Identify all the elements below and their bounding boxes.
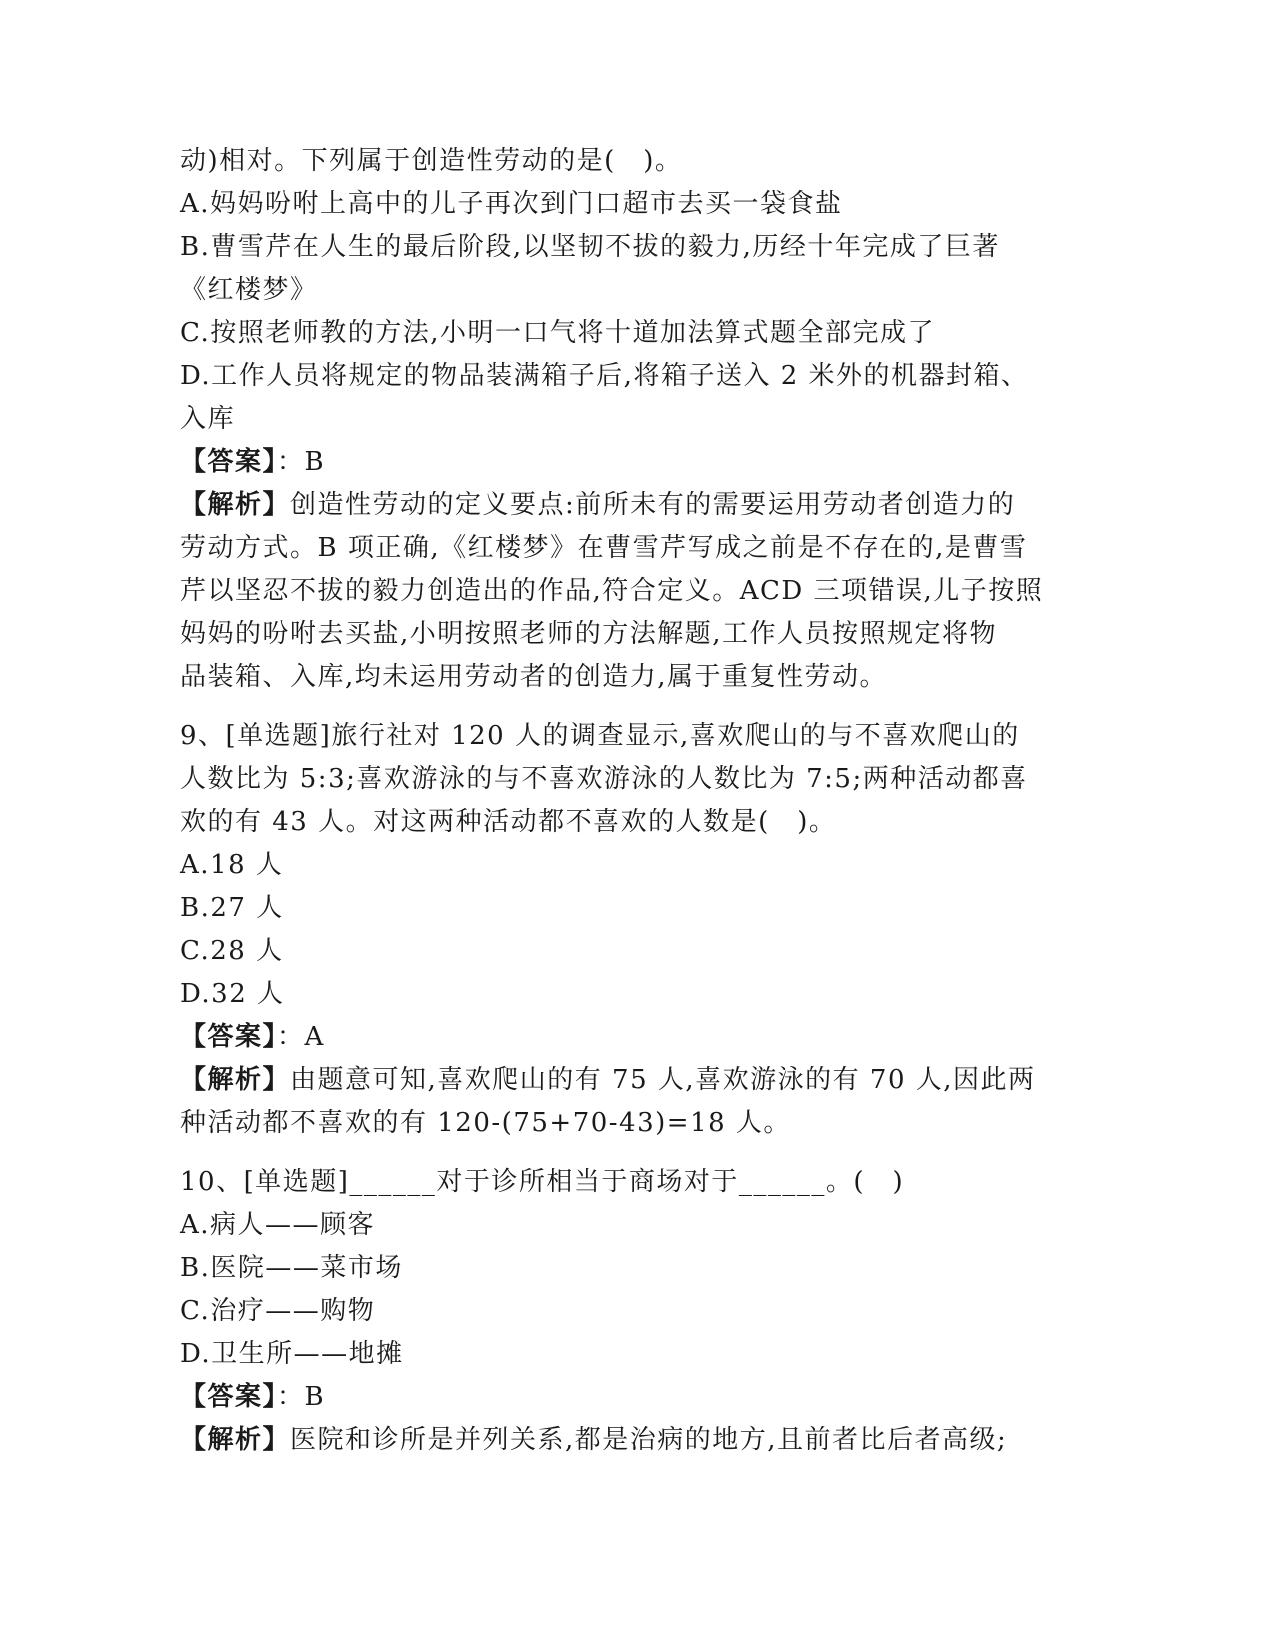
option-d-continued: 入库 [180,404,236,434]
analysis-text: 品装箱、入库,均未运用劳动者的创造力,属于重复性劳动。 [180,662,888,692]
option-a: A.18 人 [180,850,284,880]
question-stem: 9、[单选题]旅行社对 120 人的调查显示,喜欢爬山的与不喜欢爬山的 [180,721,1020,751]
option-c: C.治疗——购物 [180,1296,376,1326]
analysis-text: 芹以坚忍不拔的毅力创造出的作品,符合定义。ACD 三项错误,儿子按照 [180,576,1044,606]
analysis-text: 医院和诊所是并列关系,都是治病的地方,且前者比后者高级; [290,1425,1008,1455]
answer-label: 【答案】 [180,447,278,477]
answer-line [180,441,1080,484]
question-stem: 动)相对。下列属于创造性劳动的是( )。 [180,146,683,176]
document-page [180,140,1080,1462]
answer-value: ：B [277,447,326,477]
answer-label: 【答案】 [180,1382,278,1412]
question-stem: 欢的有 43 人。对这两种活动都不喜欢的人数是( )。 [180,807,837,837]
question-stem: 人数比为 5:3;喜欢游泳的与不喜欢游泳的人数比为 7:5;两种活动都喜 [180,764,1028,794]
question-8 [180,140,1080,699]
answer-line [180,1376,1080,1419]
analysis-line [180,1059,1080,1102]
question-10 [180,1161,1080,1462]
option-d: D.工作人员将规定的物品装满箱子后,将箱子送入 2 米外的机器封箱、 [180,361,1029,391]
option-b: B.曹雪芹在人生的最后阶段,以坚韧不拔的毅力,历经十年完成了巨著 [180,232,1000,262]
answer-line [180,1016,1080,1059]
option-b: B.27 人 [180,893,284,923]
answer-label: 【答案】 [180,1022,278,1052]
question-9 [180,715,1080,1145]
option-a: A.病人——顾客 [180,1210,376,1240]
option-a: A.妈妈吩咐上高中的儿子再次到门口超市去买一袋食盐 [180,189,843,219]
analysis-label: 【解析】 [180,1425,291,1455]
answer-value: ：B [277,1382,326,1412]
option-b: B.医院——菜市场 [180,1253,403,1283]
analysis-text: 妈妈的吩咐去买盐,小明按照老师的方法解题,工作人员按照规定将物 [180,619,998,649]
analysis-text: 劳动方式。B 项正确,《红楼梦》在曹雪芹写成之前是不存在的,是曹雪 [180,533,1028,563]
analysis-label: 【解析】 [180,490,291,520]
option-c: C.按照老师教的方法,小明一口气将十道加法算式题全部完成了 [180,318,935,348]
analysis-text: 由题意可知,喜欢爬山的有 75 人,喜欢游泳的有 70 人,因此两 [290,1065,1036,1095]
option-c: C.28 人 [180,936,284,966]
analysis-text: 种活动都不喜欢的有 120-(75+70-43)=18 人。 [180,1108,791,1138]
option-b-continued: 《红楼梦》 [180,275,318,305]
analysis-label: 【解析】 [180,1065,291,1095]
option-d: D.32 人 [180,979,285,1009]
question-stem: 10、[单选题]______对于诊所相当于商场对于______。( ) [180,1167,905,1197]
analysis-text: 创造性劳动的定义要点:前所未有的需要运用劳动者创造力的 [290,490,1016,520]
question-spacer [180,699,1080,715]
option-d: D.卫生所——地摊 [180,1339,404,1369]
analysis-line [180,484,1080,527]
answer-value: ：A [277,1022,325,1052]
question-spacer [180,1145,1080,1161]
analysis-line [180,1419,1080,1462]
